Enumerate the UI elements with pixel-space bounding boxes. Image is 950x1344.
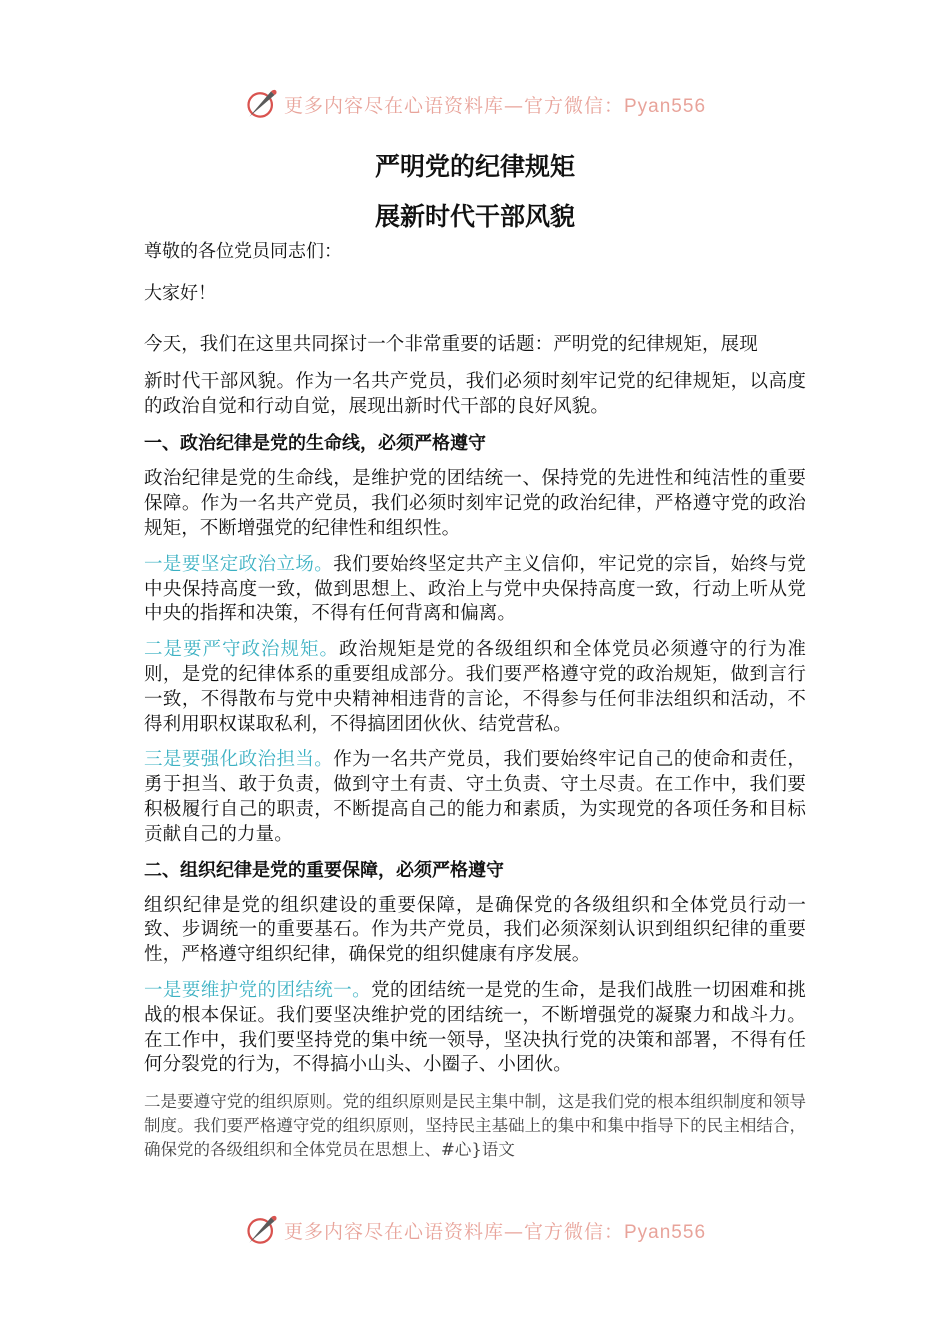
footer-banner <box>0 1210 950 1250</box>
quill-pen-logo-icon <box>244 86 280 122</box>
banner-text: 更多内容尽在心语资料库—官方微信：Pyan556 <box>283 94 707 117</box>
greeting: 大家好！ <box>144 283 216 304</box>
banner-text: 更多内容尽在心语资料库—官方微信：Pyan556 <box>283 1220 707 1243</box>
section1-body: 政治纪律是党的生命线，是维护党的团结统一、保持党的先进性和纯洁性的重要保障。作为一名共产党员，我们必须时刻牢记党的政治纪律，严格遵守党的政治规矩，不断增强党的纪律性和组织性。 <box>144 468 806 539</box>
header-banner <box>0 84 950 124</box>
document-title-line1: 严明党的纪律规矩 <box>374 152 575 181</box>
intro-line1: 今天，我们在这里共同探讨一个非常重要的话题：严明党的纪律规矩，展现 <box>144 334 758 355</box>
section1-point2: 二是要严守政治规矩。政治规矩是党的各级组织和全体党员必须遵守的行为准则，是党的纪律体系的重要组成部分。我们要严格遵守党的政治规矩，做到言行一致，不得散布与党中央精神相违背的言论，不得参与任何非法组织和活动，不得利用职权谋取私利，不得搞团团伙伙、结党营私。 <box>144 639 806 735</box>
point-lead: 二是要严守政治规矩。 <box>144 639 339 661</box>
section2-body: 组织纪律是党的组织建设的重要保障，是确保党的各级组织和全体党员行动一致、步调统一的重要基石。作为共产党员，我们必须深刻认识到组织纪律的重要性，严格遵守组织纪律，确保党的组织健康有序发展。 <box>144 894 806 966</box>
point-lead: 三是要强化政治担当。 <box>144 749 334 771</box>
point-lead: 一是要坚定政治立场。 <box>144 553 334 575</box>
intro-paragraph: 新时代干部风貌。作为一名共产党员，我们必须时刻牢记党的纪律规矩，以高度的政治自觉和行动自觉，展现出新时代干部的良好风貌。 <box>144 370 806 417</box>
section2-point1: 一是要维护党的团结统一。党的团结统一是党的生命，是我们战胜一切困难和挑战的根本保证。我们要坚决维护党的团结统一，不断增强党的凝聚力和战斗力。在工作中，我们要坚持党的集中统一领导，坚决执行党的决策和部署，不得有任何分裂党的行为，不得搞小山头、小圈子、小团伙。 <box>144 979 806 1076</box>
section1-heading: 一、政治纪律是党的生命线，必须严格遵守 <box>144 433 486 455</box>
document-body <box>144 150 806 1162</box>
quill-pen-logo-icon <box>244 1212 280 1248</box>
section1-point3: 三是要强化政治担当。作为一名共产党员，我们要始终牢记自己的使命和责任，勇于担当、敢于负责，做到守土有责、守土负责、守土尽责。在工作中，我们要积极履行自己的职责，不断提高自己的能力和素质，为实现党的各项任务和目标贡献自己的力量。 <box>144 749 806 845</box>
point-lead: 一是要维护党的团结统一。 <box>144 979 372 1001</box>
section1-point1: 一是要坚定政治立场。我们要始终坚定共产主义信仰，牢记党的宗旨，始终与党中央保持高度一致，做到思想上、政治上与党中央保持高度一致，行动上听从党中央的指挥和决策，不得有任何背离和偏离。 <box>144 553 806 625</box>
section2-point2: 二是要遵守党的组织原则。党的组织原则是民主集中制，这是我们党的根本组织制度和领导制度。我们要严格遵守党的组织原则，坚持民主基础上的集中和集中指导下的民主相结合，确保党的各级组织和全体党员在思想上、#心}语文 <box>144 1092 806 1160</box>
document-title-line2: 展新时代干部风貌 <box>374 202 575 231</box>
section2-heading: 二、组织纪律是党的重要保障，必须严格遵守 <box>144 859 504 881</box>
salutation: 尊敬的各位党员同志们： <box>144 241 342 262</box>
